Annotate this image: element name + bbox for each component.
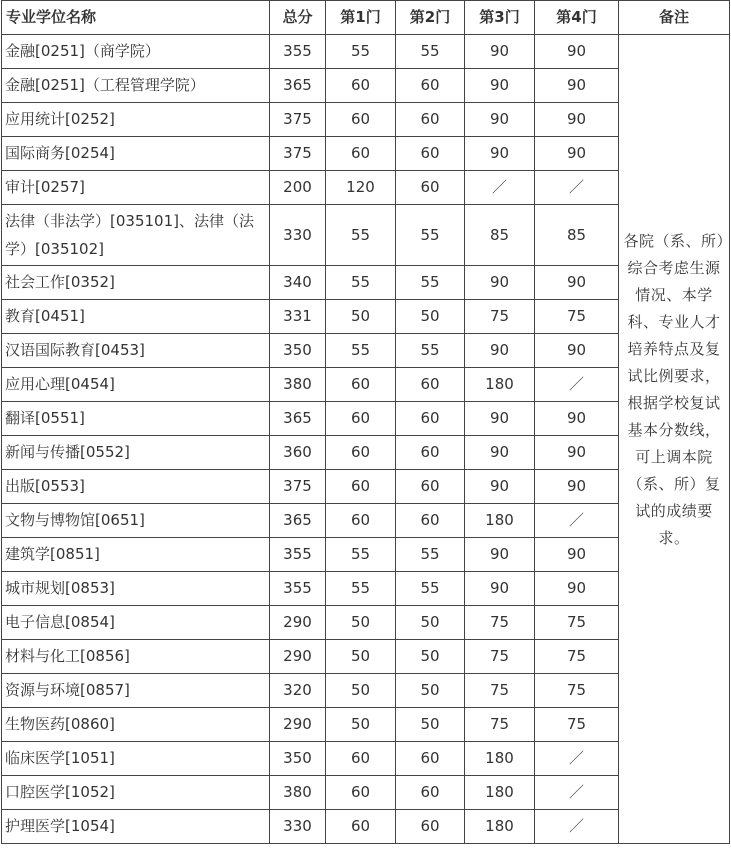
subject4-score: 90 bbox=[535, 572, 619, 606]
program-name: 翻译[0551] bbox=[2, 402, 270, 436]
subject4-score: 75 bbox=[535, 300, 619, 334]
subject1-score: 55 bbox=[326, 538, 396, 572]
subject1-score: 55 bbox=[326, 334, 396, 368]
subject4-score: ／ bbox=[535, 368, 619, 402]
header-subject1: 第1门 bbox=[326, 1, 396, 35]
subject2-score: 50 bbox=[396, 640, 465, 674]
subject4-score: 90 bbox=[535, 35, 619, 69]
subject1-score: 60 bbox=[326, 402, 396, 436]
subject1-score: 60 bbox=[326, 137, 396, 171]
subject2-score: 55 bbox=[396, 35, 465, 69]
program-name: 法律（非法学）[035101]、法律（法学）[035102] bbox=[2, 205, 270, 266]
subject1-score: 50 bbox=[326, 300, 396, 334]
total-score: 320 bbox=[270, 674, 326, 708]
header-total: 总分 bbox=[270, 1, 326, 35]
subject4-score: 85 bbox=[535, 205, 619, 266]
subject1-score: 60 bbox=[326, 470, 396, 504]
subject4-score: 75 bbox=[535, 640, 619, 674]
total-score: 380 bbox=[270, 776, 326, 810]
subject4-score: 90 bbox=[535, 402, 619, 436]
program-name: 应用心理[0454] bbox=[2, 368, 270, 402]
subject1-score: 60 bbox=[326, 776, 396, 810]
subject1-score: 55 bbox=[326, 266, 396, 300]
subject2-score: 60 bbox=[396, 368, 465, 402]
subject1-score: 50 bbox=[326, 606, 396, 640]
total-score: 290 bbox=[270, 606, 326, 640]
subject4-score: 90 bbox=[535, 538, 619, 572]
subject1-score: 60 bbox=[326, 368, 396, 402]
total-score: 380 bbox=[270, 368, 326, 402]
subject4-score: 90 bbox=[535, 103, 619, 137]
program-name: 材料与化工[0856] bbox=[2, 640, 270, 674]
total-score: 365 bbox=[270, 402, 326, 436]
subject3-score: 75 bbox=[465, 640, 535, 674]
header-subject4: 第4门 bbox=[535, 1, 619, 35]
total-score: 360 bbox=[270, 436, 326, 470]
subject1-score: 60 bbox=[326, 742, 396, 776]
subject2-score: 60 bbox=[396, 504, 465, 538]
subject2-score: 60 bbox=[396, 402, 465, 436]
program-name: 金融[0251]（工程管理学院） bbox=[2, 69, 270, 103]
subject2-score: 50 bbox=[396, 708, 465, 742]
subject4-score: 90 bbox=[535, 266, 619, 300]
subject2-score: 60 bbox=[396, 776, 465, 810]
subject2-score: 55 bbox=[396, 334, 465, 368]
subject4-score: 90 bbox=[535, 334, 619, 368]
subject3-score: 180 bbox=[465, 368, 535, 402]
program-name: 资源与环境[0857] bbox=[2, 674, 270, 708]
subject2-score: 50 bbox=[396, 606, 465, 640]
subject4-score: ／ bbox=[535, 504, 619, 538]
subject1-score: 120 bbox=[326, 171, 396, 205]
program-name: 护理医学[1054] bbox=[2, 810, 270, 844]
subject2-score: 50 bbox=[396, 674, 465, 708]
program-name: 金融[0251]（商学院） bbox=[2, 35, 270, 69]
total-score: 375 bbox=[270, 470, 326, 504]
subject2-score: 60 bbox=[396, 742, 465, 776]
subject2-score: 60 bbox=[396, 436, 465, 470]
subject4-score: ／ bbox=[535, 776, 619, 810]
header-name: 专业学位名称 bbox=[2, 1, 270, 35]
total-score: 355 bbox=[270, 572, 326, 606]
total-score: 350 bbox=[270, 742, 326, 776]
subject3-score: 180 bbox=[465, 810, 535, 844]
subject4-score: ／ bbox=[535, 810, 619, 844]
program-name: 城市规划[0853] bbox=[2, 572, 270, 606]
subject3-score: 90 bbox=[465, 538, 535, 572]
subject4-score: 90 bbox=[535, 436, 619, 470]
subject2-score: 60 bbox=[396, 470, 465, 504]
subject4-score: 90 bbox=[535, 137, 619, 171]
subject4-score: ／ bbox=[535, 171, 619, 205]
total-score: 355 bbox=[270, 538, 326, 572]
program-name: 临床医学[1051] bbox=[2, 742, 270, 776]
total-score: 355 bbox=[270, 35, 326, 69]
note-cell: 各院（系、所）综合考虑生源情况、本学科、专业人才培养特点及复试比例要求，根据学校复试基本分数线，可上调本院（系、所）复试的成绩要求。 bbox=[619, 35, 730, 844]
subject3-score: 90 bbox=[465, 334, 535, 368]
subject1-score: 55 bbox=[326, 35, 396, 69]
total-score: 350 bbox=[270, 334, 326, 368]
subject2-score: 60 bbox=[396, 69, 465, 103]
subject3-score: 90 bbox=[465, 402, 535, 436]
subject1-score: 50 bbox=[326, 708, 396, 742]
subject2-score: 55 bbox=[396, 205, 465, 266]
subject1-score: 60 bbox=[326, 69, 396, 103]
program-name: 新闻与传播[0552] bbox=[2, 436, 270, 470]
subject2-score: 60 bbox=[396, 137, 465, 171]
subject3-score: 180 bbox=[465, 504, 535, 538]
subject2-score: 50 bbox=[396, 300, 465, 334]
subject1-score: 60 bbox=[326, 504, 396, 538]
subject4-score: 90 bbox=[535, 470, 619, 504]
subject1-score: 55 bbox=[326, 205, 396, 266]
total-score: 290 bbox=[270, 640, 326, 674]
header-subject3: 第3门 bbox=[465, 1, 535, 35]
program-name: 生物医药[0860] bbox=[2, 708, 270, 742]
total-score: 330 bbox=[270, 810, 326, 844]
subject3-score: 90 bbox=[465, 470, 535, 504]
subject4-score: 90 bbox=[535, 69, 619, 103]
total-score: 290 bbox=[270, 708, 326, 742]
program-name: 应用统计[0252] bbox=[2, 103, 270, 137]
subject3-score: 90 bbox=[465, 69, 535, 103]
subject4-score: 75 bbox=[535, 674, 619, 708]
subject3-score: 85 bbox=[465, 205, 535, 266]
subject3-score: 90 bbox=[465, 137, 535, 171]
subject2-score: 60 bbox=[396, 810, 465, 844]
subject1-score: 60 bbox=[326, 810, 396, 844]
subject3-score: ／ bbox=[465, 171, 535, 205]
program-name: 社会工作[0352] bbox=[2, 266, 270, 300]
total-score: 365 bbox=[270, 504, 326, 538]
subject1-score: 50 bbox=[326, 640, 396, 674]
total-score: 365 bbox=[270, 69, 326, 103]
subject4-score: ／ bbox=[535, 742, 619, 776]
total-score: 331 bbox=[270, 300, 326, 334]
subject1-score: 50 bbox=[326, 674, 396, 708]
total-score: 200 bbox=[270, 171, 326, 205]
subject3-score: 75 bbox=[465, 674, 535, 708]
subject2-score: 60 bbox=[396, 103, 465, 137]
subject3-score: 180 bbox=[465, 776, 535, 810]
subject4-score: 75 bbox=[535, 606, 619, 640]
total-score: 340 bbox=[270, 266, 326, 300]
subject3-score: 180 bbox=[465, 742, 535, 776]
subject3-score: 90 bbox=[465, 35, 535, 69]
subject3-score: 90 bbox=[465, 103, 535, 137]
subject1-score: 55 bbox=[326, 572, 396, 606]
program-name: 文物与博物馆[0651] bbox=[2, 504, 270, 538]
program-name: 审计[0257] bbox=[2, 171, 270, 205]
subject3-score: 90 bbox=[465, 436, 535, 470]
total-score: 330 bbox=[270, 205, 326, 266]
subject3-score: 90 bbox=[465, 266, 535, 300]
header-subject2: 第2门 bbox=[396, 1, 465, 35]
subject1-score: 60 bbox=[326, 436, 396, 470]
subject1-score: 60 bbox=[326, 103, 396, 137]
subject2-score: 55 bbox=[396, 572, 465, 606]
subject4-score: 75 bbox=[535, 708, 619, 742]
program-name: 建筑学[0851] bbox=[2, 538, 270, 572]
header-row bbox=[2, 1, 730, 35]
program-name: 教育[0451] bbox=[2, 300, 270, 334]
subject3-score: 75 bbox=[465, 300, 535, 334]
header-note: 备注 bbox=[619, 1, 730, 35]
program-name: 口腔医学[1052] bbox=[2, 776, 270, 810]
subject2-score: 55 bbox=[396, 538, 465, 572]
subject3-score: 90 bbox=[465, 572, 535, 606]
subject3-score: 75 bbox=[465, 606, 535, 640]
score-table bbox=[1, 0, 730, 844]
program-name: 汉语国际教育[0453] bbox=[2, 334, 270, 368]
program-name: 出版[0553] bbox=[2, 470, 270, 504]
subject3-score: 75 bbox=[465, 708, 535, 742]
program-name: 电子信息[0854] bbox=[2, 606, 270, 640]
table-row bbox=[2, 35, 730, 69]
program-name: 国际商务[0254] bbox=[2, 137, 270, 171]
subject2-score: 55 bbox=[396, 266, 465, 300]
total-score: 375 bbox=[270, 137, 326, 171]
subject2-score: 60 bbox=[396, 171, 465, 205]
total-score: 375 bbox=[270, 103, 326, 137]
